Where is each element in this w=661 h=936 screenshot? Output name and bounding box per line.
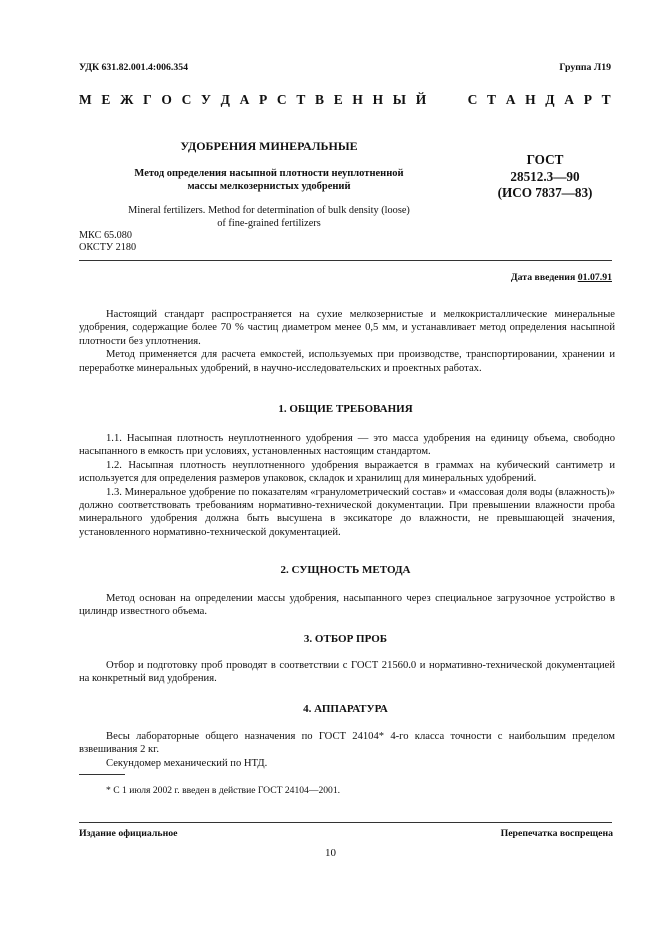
intro-paragraph-1: Настоящий стандарт распространяется на сухие мелкозернистые и мелкокристаллические минеральные удобрения, содержащие более 70 % частиц диаметром менее 0,5 мм, и устанавливает метод определения насыпной плотности без уплотнения.	[79, 309, 615, 347]
banner-letter: О	[161, 92, 172, 107]
english-title-line-2: of fine-grained fertilizers	[217, 218, 321, 229]
udk-code: УДК 631.82.001.4:006.354	[79, 62, 189, 73]
section-4-text	[79, 730, 615, 770]
banner-letter: Т	[296, 92, 306, 107]
banner-letter: Е	[333, 92, 343, 107]
banner-letter: Р	[259, 92, 268, 107]
section-4-paragraph-2: Секундомер механический по НТД.	[106, 757, 268, 769]
intro-text	[79, 308, 615, 375]
section-3-text	[79, 659, 615, 686]
section-4-paragraph-1: Весы лабораторные общего назначения по ГОСТ 24104* 4-го класса точности с наибольшим пределом взвешивания 2 кг.	[79, 731, 615, 756]
banner-letter: А	[239, 92, 250, 107]
banner-word-gap	[436, 92, 458, 108]
footnote-divider	[79, 774, 125, 775]
subtitle-line-1: Метод определения насыпной плотности неуплотненной	[134, 168, 404, 179]
banner-letter: Е	[101, 92, 111, 107]
okstu-code: ОКСТУ 2180	[79, 242, 137, 253]
banner-letter: Й	[415, 92, 427, 107]
banner-letter: А	[564, 92, 575, 107]
section-1-heading: 1. ОБЩИЕ ТРЕБОВАНИЯ	[278, 403, 413, 415]
banner-letter: Д	[220, 92, 230, 107]
banner-letter: С	[467, 92, 478, 107]
gost-label: ГОСТ	[526, 152, 564, 167]
banner-letter: С	[276, 92, 287, 107]
banner-letter: Н	[372, 92, 384, 107]
english-title	[79, 204, 459, 230]
effective-date-value: 01.07.91	[577, 272, 612, 283]
banner-letter: Т	[601, 92, 611, 107]
banner-letter: А	[505, 92, 516, 107]
section-2-heading: 2. СУЩНОСТЬ МЕТОДА	[280, 564, 411, 576]
effective-date	[511, 272, 612, 283]
banner-letter: Ж	[120, 92, 134, 107]
banner-letter: Т	[487, 92, 497, 107]
section-2-paragraph: Метод основан на определении массы удобрения, насыпанного через специальное загрузочное устройство в цилиндр известного объема.	[79, 593, 615, 618]
banner-letter: Г	[143, 92, 152, 107]
footer-divider	[79, 822, 612, 823]
intro-paragraph-2: Метод применяется для расчета емкостей, используемых при производстве, транспортировании, хранении и переработке минеральных удобрений, в научно-исследовательских и проектных работах.	[79, 349, 615, 374]
subtitle-line-2: массы мелкозернистых удобрений	[187, 181, 351, 192]
clause-1-3: 1.3. Минеральное удобрение по показателям «гранулометрический состав» и «массовая доля воды (влажность)» должно соответствовать требованиям нормативно-технической документации. При превышении влажности проба минерального удобрения должна быть высушена в эксикаторе до влажности, не превышающей значения, установленного нормативно-технической документацией.	[79, 486, 615, 538]
banner-letter: У	[201, 92, 211, 107]
mks-code: МКС 65.080	[79, 230, 132, 241]
footnote: * С 1 июля 2002 г. введен в действие ГОСТ 24104—2001.	[106, 785, 341, 796]
classification-codes	[79, 230, 136, 254]
standard-banner	[79, 92, 611, 108]
page-number: 10	[325, 847, 336, 859]
section-3-paragraph: Отбор и подготовку проб проводят в соответствии с ГОСТ 21560.0 и нормативно-технической документацией на конкретный вид удобрения.	[79, 660, 615, 685]
reprint-note: Перепечатка воспрещена	[500, 828, 613, 839]
iso-number: (ИСО 7837—83)	[497, 185, 593, 200]
section-1-text	[79, 432, 615, 539]
banner-letter: С	[181, 92, 192, 107]
effective-date-label: Дата введения	[510, 272, 576, 283]
section-4-heading: 4. АППАРАТУРА	[303, 703, 388, 715]
banner-letter: Д	[545, 92, 555, 107]
banner-letter: В	[315, 92, 325, 107]
banner-letter: М	[79, 92, 92, 107]
header-divider	[79, 260, 612, 261]
section-3-heading: 3. ОТБОР ПРОБ	[303, 633, 388, 645]
group-code: Группа Л19	[559, 62, 611, 73]
banner-letter: Р	[583, 92, 592, 107]
banner-letter: Н	[352, 92, 363, 107]
clause-1-1: 1.1. Насыпная плотность неуплотненного удобрения — это масса удобрения на единицу объема, свободно насыпанного в емкость при условиях, установленных настоящим стандартом.	[79, 433, 615, 458]
english-title-line-1: Mineral fertilizers. Method for determination of bulk density (loose)	[128, 205, 410, 216]
banner-letter: Ы	[392, 92, 407, 107]
document-subtitle	[79, 167, 459, 193]
clause-1-2: 1.2. Насыпная плотность неуплотненного удобрения выражается в граммах на кубический сантиметр и используется для определения размеров упаковок, складок и хранилищ для минеральных удобрений.	[79, 459, 615, 485]
gost-number: 28512.3—90	[510, 168, 580, 184]
banner-letter: Н	[525, 92, 536, 107]
document-title: УДОБРЕНИЯ МИНЕРАЛЬНЫЕ	[180, 139, 358, 153]
gost-designation	[478, 152, 612, 202]
section-2-text	[79, 592, 615, 619]
edition-note: Издание официальное	[79, 828, 178, 839]
